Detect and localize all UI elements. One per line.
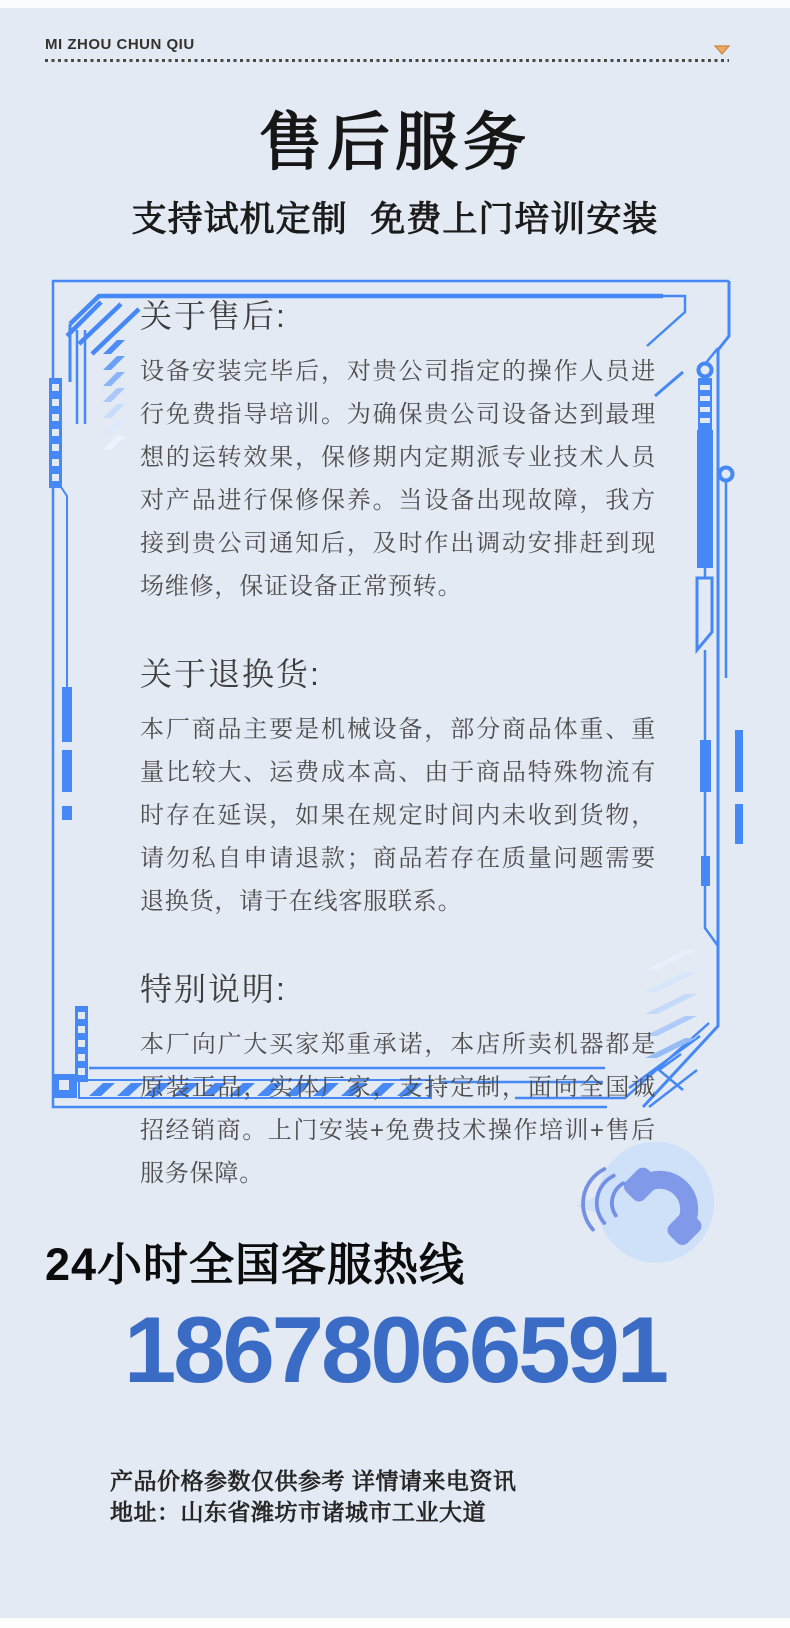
address: 地址：山东省潍坊市诸城市工业大道 (110, 1499, 486, 1525)
dotted-divider (45, 59, 729, 62)
section-heading: 关于售后: (140, 298, 287, 334)
section-heading: 特别说明: (140, 971, 287, 1007)
page-bottom-divider (0, 1618, 790, 1628)
section-heading: 关于退换货: (140, 656, 321, 692)
page-title: 售后服务 (259, 108, 531, 178)
chevron-down-icon (714, 44, 730, 56)
brand-label: MI ZHOU CHUN QIU (45, 36, 195, 53)
section-returns (140, 652, 656, 923)
price-note: 产品价格参数仅供参考 详情请来电资讯 (110, 1468, 517, 1494)
section-body: 本厂商品主要是机械设备，部分商品体重、重量比较大、运费成本高、由于商品特殊物流有时存在延误，如果在规定时间内未收到货物，请勿私自申请退款；商品若存在质量问题需要退换货，请于在线客服联系。 (140, 716, 656, 915)
section-body: 本厂向广大买家郑重承诺，本店所卖机器都是原装正品，实体厂家，支持定制，面向全国诚招经销商。上门安装+免费技术操作培训+售后服务保障。 (140, 1031, 656, 1187)
service-info-panel (45, 278, 745, 1187)
hotline-label: 24小时全国客服热线 (45, 1239, 466, 1290)
section-after-sales (140, 294, 656, 608)
page-top-divider (0, 0, 790, 8)
phone-bubble-icon (566, 1134, 726, 1276)
hotline-phone-number: 18678066591 (123, 1297, 667, 1402)
footer (110, 1466, 516, 1528)
page-subtitle: 支持试机定制 免费上门培训安装 (131, 200, 659, 239)
section-body: 设备安装完毕后，对贵公司指定的操作人员进行免费指导培训。为确保贵公司设备达到最理想的运转效果，保修期内定期派专业技术人员对产品进行保修保养。当设备出现故障，我方接到贵公司通知后，及时作出调动安排赶到现场维修，保证设备正常预转。 (140, 358, 656, 600)
